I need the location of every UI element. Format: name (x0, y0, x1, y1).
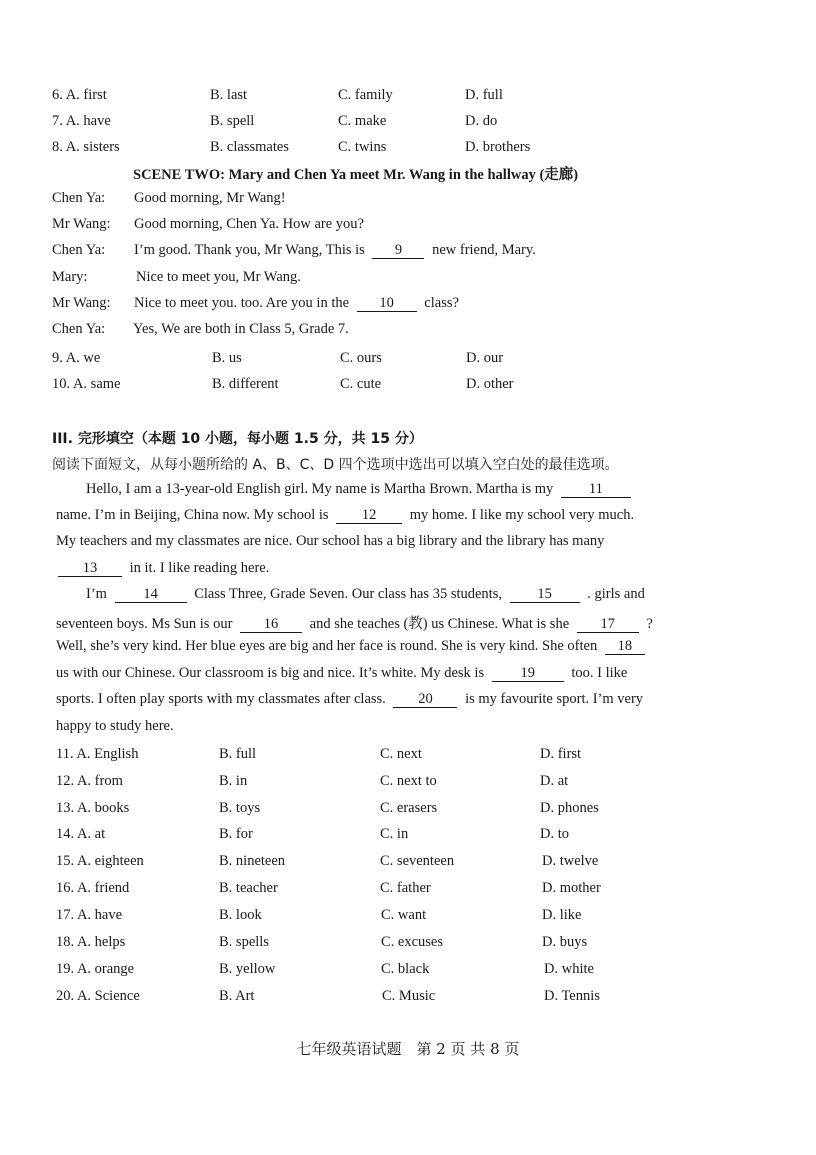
dialogue-text: class? (424, 295, 459, 311)
option-b: B. spell (210, 113, 255, 129)
section-heading: III. 完形填空（本题 10 小题，每小题 1.5 分，共 15 分） (52, 431, 423, 447)
option-row-10 (0, 374, 816, 394)
option-a: 7. A. have (52, 113, 111, 129)
dialogue-text: I’m good. Thank you, Mr Wang, This is (134, 242, 365, 258)
blank-11: 11 (561, 481, 631, 498)
dialogue-speaker: Mary: (52, 269, 88, 285)
option-c: C. next (380, 746, 422, 762)
passage-text: I’m (86, 586, 107, 602)
blank-20: 20 (393, 691, 457, 708)
dialogue-line (134, 295, 459, 312)
option-c: C. cute (340, 376, 382, 392)
dialogue-speaker: Chen Ya: (52, 321, 106, 337)
option-d: D. full (465, 87, 503, 103)
option-a: 19. A. orange (56, 961, 135, 977)
option-a: 6. A. first (52, 87, 107, 103)
option-a: 12. A. from (56, 773, 123, 789)
option-c: C. erasers (380, 800, 438, 816)
dialogue-line: Nice to meet you, Mr Wang. (136, 269, 301, 285)
blank-18: 18 (605, 638, 645, 655)
blank-17: 17 (577, 616, 639, 633)
dialogue-line: Good morning, Chen Ya. How are you? (134, 216, 364, 232)
option-d: D. Tennis (544, 988, 600, 1004)
option-b: B. look (219, 907, 262, 923)
option-b: B. classmates (210, 139, 289, 155)
scene-two-title: SCENE TWO: Mary and Chen Ya meet Mr. Wang in the hallway (走廊) (133, 167, 579, 183)
option-d: D. mother (542, 880, 601, 896)
option-d: D. at (540, 773, 569, 789)
option-row-6 (0, 85, 816, 105)
option-b: B. toys (219, 800, 261, 816)
option-b: B. in (219, 773, 248, 789)
option-a: 8. A. sisters (52, 139, 120, 155)
passage-text: Class Three, Grade Seven. Our class has 35 students, (194, 586, 502, 602)
option-a: 11. A. English (56, 746, 139, 762)
option-a: 16. A. friend (56, 880, 130, 896)
option-c: C. in (380, 826, 409, 842)
blank-13: 13 (58, 560, 122, 577)
blank-10: 10 (357, 295, 417, 312)
option-c: C. seventeen (380, 853, 455, 869)
option-b: B. us (212, 350, 242, 366)
option-b: B. different (212, 376, 279, 392)
option-row-16 (0, 878, 816, 898)
option-b: B. teacher (219, 880, 278, 896)
dialogue-text: new friend, Mary. (432, 242, 536, 258)
option-c: C. make (338, 113, 387, 129)
option-a: 15. A. eighteen (56, 853, 144, 869)
blank-14: 14 (115, 586, 187, 603)
option-d: D. to (540, 826, 569, 842)
option-b: B. Art (219, 988, 255, 1004)
option-d: D. our (466, 350, 504, 366)
option-c: C. ours (340, 350, 382, 366)
option-c: C. Music (382, 988, 436, 1004)
dialogue-speaker: Mr Wang: (52, 216, 111, 232)
option-d: D. do (465, 113, 498, 129)
passage-text: my home. I like my school very much. (409, 507, 635, 523)
passage-text: Well, she’s very kind. Her blue eyes are big and her face is round. She is very kind. She often (56, 638, 598, 654)
option-row-19 (0, 959, 816, 979)
option-row-15 (0, 851, 816, 871)
option-row-14 (0, 824, 816, 844)
option-a: 13. A. books (56, 800, 130, 816)
option-b: B. full (219, 746, 257, 762)
option-row-8 (0, 137, 816, 157)
dialogue-speaker: Mr Wang: (52, 295, 111, 311)
option-a: 9. A. we (52, 350, 101, 366)
option-d: D. phones (540, 800, 599, 816)
option-d: D. first (540, 746, 582, 762)
dialogue-line: Yes, We are both in Class 5, Grade 7. (133, 321, 349, 337)
option-b: B. nineteen (219, 853, 286, 869)
passage-text: name. I’m in Beijing, China now. My school is (56, 507, 329, 523)
option-c: C. black (381, 961, 430, 977)
option-c: C. father (380, 880, 431, 896)
option-d: D. brothers (465, 139, 531, 155)
passage-line (56, 612, 710, 633)
passage-line (56, 665, 710, 682)
passage-text: sports. I often play sports with my classmates after class. (56, 691, 386, 707)
blank-9: 9 (372, 242, 424, 259)
passage-line: My teachers and my classmates are nice. Our school has a big library and the library has many (56, 533, 605, 549)
passage-text: ? (646, 616, 653, 632)
option-b: B. for (219, 826, 253, 842)
option-a: 14. A. at (56, 826, 106, 842)
passage-line (86, 481, 740, 498)
option-row-18 (0, 932, 816, 952)
blank-12: 12 (336, 507, 402, 524)
option-row-9 (0, 348, 816, 368)
dialogue-line: Good morning, Mr Wang! (134, 190, 286, 206)
passage-text: seventeen boys. Ms Sun is our (56, 616, 233, 632)
option-d: D. twelve (542, 853, 599, 869)
option-row-7 (0, 111, 816, 131)
option-d: D. like (542, 907, 582, 923)
page-footer: 七年级英语试题 第 2 页 共 8 页 (296, 1040, 520, 1058)
option-a: 18. A. helps (56, 934, 126, 950)
passage-line (56, 691, 710, 708)
blank-19: 19 (492, 665, 564, 682)
passage-line (86, 586, 740, 603)
option-c: C. next to (380, 773, 437, 789)
passage-line (58, 560, 712, 577)
option-a: 20. A. Science (56, 988, 140, 1004)
option-row-11 (0, 744, 816, 764)
passage-line (56, 507, 710, 524)
option-c: C. excuses (381, 934, 444, 950)
dialogue-line (134, 242, 536, 259)
dialogue-speaker: Chen Ya: (52, 242, 106, 258)
option-b: B. yellow (219, 961, 276, 977)
section-instruction: 阅读下面短文，从每小题所给的 A、B、C、D 四个选项中选出可以填入空白处的最佳选项。 (52, 457, 619, 473)
passage-text: and she teaches (教) us Chinese. What is she (309, 616, 570, 632)
option-d: D. white (544, 961, 594, 977)
passage-text: too. I like (571, 665, 628, 681)
option-a: 17. A. have (56, 907, 123, 923)
option-a: 10. A. same (52, 376, 121, 392)
blank-16: 16 (240, 616, 302, 633)
option-b: B. last (210, 87, 248, 103)
passage-text: . girls and (587, 586, 645, 602)
dialogue-speaker: Chen Ya: (52, 190, 106, 206)
passage-text: Hello, I am a 13-year-old English girl. My name is Martha Brown. Martha is my (86, 481, 554, 497)
blank-15: 15 (510, 586, 580, 603)
option-row-13 (0, 798, 816, 818)
passage-text: is my favourite sport. I’m very (465, 691, 644, 707)
passage-text: us with our Chinese. Our classroom is big and nice. It’s white. My desk is (56, 665, 485, 681)
option-d: D. buys (542, 934, 588, 950)
passage-line (56, 638, 710, 655)
passage-text: in it. I like reading here. (129, 560, 270, 576)
option-c: C. twins (338, 139, 387, 155)
option-b: B. spells (219, 934, 269, 950)
dialogue-text: Nice to meet you. too. Are you in the (134, 295, 350, 311)
option-c: C. family (338, 87, 393, 103)
passage-line: happy to study here. (56, 718, 174, 734)
option-row-20 (0, 986, 816, 1006)
option-d: D. other (466, 376, 514, 392)
option-c: C. want (381, 907, 427, 923)
option-row-17 (0, 905, 816, 925)
option-row-12 (0, 771, 816, 791)
